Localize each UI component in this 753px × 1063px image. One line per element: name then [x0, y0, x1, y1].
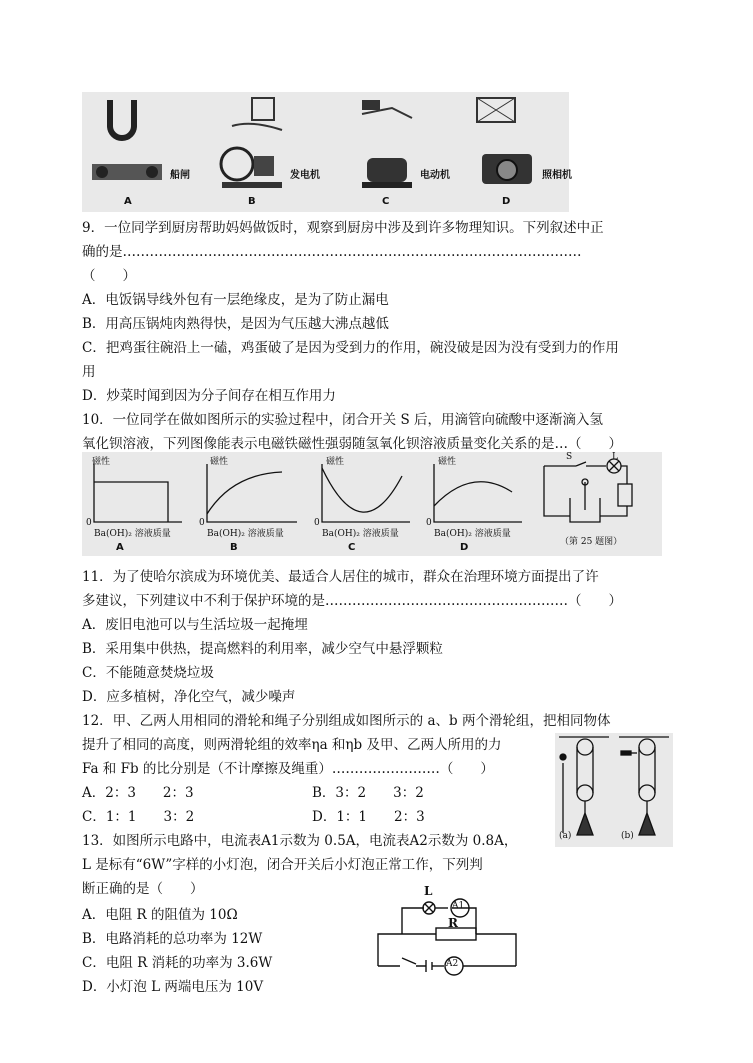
q12-option-d: D．1：1 2：3 — [312, 809, 425, 825]
q10-stem-2: 氧化钡溶液，下列图像能表示电磁铁磁性强弱随氢氧化钡溶液质量变化关系的是…（ ） — [82, 436, 622, 452]
q13-circuit-a2: A2 — [446, 959, 459, 969]
q9-stem-3: （ ） — [82, 268, 136, 284]
q10-graph-c-origin: 0 — [314, 518, 320, 528]
q10-graph-a-xlabel: Ba(OH)₂ 溶液质量 — [94, 529, 171, 539]
q10-graph-d — [434, 464, 522, 522]
q10-circuit-switch: S — [566, 452, 573, 462]
q10-graph-b — [207, 464, 297, 522]
q11-stem-1: 11．为了使哈尔滨成为环境优美、最适合人居住的城市，群众在治理环境方面提出了许 — [82, 569, 599, 585]
q10-circuit-caption: （第 25 题图） — [560, 537, 623, 547]
q13-circuit-lamp: L — [424, 884, 433, 898]
q8-label-b: 发电机 — [290, 170, 320, 181]
q13-circuit-resistor: R — [448, 916, 458, 930]
q10-graph-a-origin: 0 — [86, 518, 92, 528]
q13-stem-1: 13．如图所示电路中，电流表A1示数为 0.5A，电流表A2示数为 0.8A， — [82, 833, 518, 849]
q12-pulley-figure — [555, 733, 673, 847]
q10-graph-d-origin: 0 — [426, 518, 432, 528]
q10-circuit — [544, 459, 632, 522]
q10-graph-b-origin: 0 — [199, 518, 205, 528]
q11-stem-2: 多建议，下列建议中不利于保护环境的是………………………………………………（ ） — [82, 593, 622, 609]
q11-option-a: A．废旧电池可以与生活垃圾一起掩埋 — [82, 617, 308, 633]
q13-stem-3: 断正确的是（ ） — [82, 881, 204, 897]
q13-option-c: C．电阻 R 消耗的功率为 3.6W — [82, 955, 273, 971]
q12-stem-3: Fa 和 Fb 的比分别是（不计摩擦及绳重）……………………（ ） — [82, 761, 494, 777]
q11-option-b: B．采用集中供热，提高燃料的利用率，减少空气中悬浮颗粒 — [82, 641, 443, 657]
q12-fig-label-a: (a) — [559, 831, 572, 841]
q10-graph-a — [94, 464, 182, 522]
q8-letter-c: C — [382, 196, 390, 207]
q10-graph-b-xlabel: Ba(OH)₂ 溶液质量 — [207, 529, 284, 539]
q11-option-d: D．应多植树，净化空气，减少噪声 — [82, 689, 296, 705]
q8-label-c: 电动机 — [420, 170, 450, 181]
q9-option-a: A．电饭锅导线外包有一层绝缘皮，是为了防止漏电 — [82, 292, 389, 308]
q10-letter-c: C — [348, 542, 356, 553]
q12-option-a: A．2：3 2：3 — [82, 785, 194, 801]
q9-option-b: B．用高压锅炖肉熟得快，是因为气压越大沸点越低 — [82, 316, 389, 332]
q9-option-c: C．把鸡蛋往碗沿上一磕，鸡蛋破了是因为受到力的作用，碗没破是因为没有受到力的作用 — [82, 340, 619, 356]
q11-option-c: C．不能随意焚烧垃圾 — [82, 665, 214, 681]
q12-stem-1: 12．甲、乙两人用相同的滑轮和绳子分别组成如图所示的 a、b 两个滑轮组，把相同物体 — [82, 713, 611, 729]
q9-stem-1: 9．一位同学到厨房帮助妈妈做饭时，观察到厨房中涉及到许多物理知识。下列叙述中正 — [82, 220, 604, 236]
q10-graph-c-ylabel: 磁性 — [326, 457, 345, 467]
q10-graph-b-ylabel: 磁性 — [210, 457, 229, 467]
q8-label-a: 船闸 — [170, 170, 190, 181]
q9-option-d: D．炒菜时闻到因为分子间存在相互作用力 — [82, 388, 336, 404]
q8-letter-a: A — [124, 196, 132, 207]
q12-fig-label-b: (b) — [621, 831, 634, 841]
q10-graph-c — [322, 464, 410, 522]
q10-letter-b: B — [230, 542, 238, 553]
q9-stem-2: 确的是………………………………………………………………………………………… — [82, 244, 582, 260]
q8-figure — [82, 92, 572, 212]
q10-graph-a-ylabel: 磁性 — [92, 457, 111, 467]
q13-stem-2: L 是标有“6W”字样的小灯泡，闭合开关后小灯泡正常工作，下列判 — [82, 857, 483, 873]
q12-stem-2: 提升了相同的高度，则两滑轮组的效率ηa 和ηb 及甲、乙两人所用的力 — [82, 737, 502, 753]
q10-graph-d-xlabel: Ba(OH)₂ 溶液质量 — [434, 529, 511, 539]
q9-option-c-cont: 用 — [82, 364, 96, 380]
q12-option-c: C．1：1 3：2 — [82, 809, 195, 825]
q10-letter-d: D — [460, 542, 469, 553]
q10-letter-a: A — [116, 542, 124, 553]
q8-letter-d: D — [502, 196, 511, 207]
q13-option-b: B．电路消耗的总功率为 12W — [82, 931, 263, 947]
q13-circuit-a1: A1 — [452, 901, 465, 911]
q12-option-b: B．3：2 3：2 — [312, 785, 424, 801]
q13-circuit — [372, 884, 522, 980]
q8-letter-b: B — [248, 196, 256, 207]
q10-graph-d-ylabel: 磁性 — [438, 457, 457, 467]
q8-label-d: 照相机 — [542, 170, 572, 181]
q10-circuit-lamp: L — [612, 452, 618, 462]
q10-figure — [82, 452, 662, 556]
q10-graph-c-xlabel: Ba(OH)₂ 溶液质量 — [322, 529, 399, 539]
q10-stem-1: 10．一位同学在做如图所示的实验过程中，闭合开关 S 后，用滴管向硫酸中逐渐滴入氢 — [82, 412, 604, 428]
q13-option-a: A．电阻 R 的阻值为 10Ω — [82, 907, 238, 923]
q13-option-d: D．小灯泡 L 两端电压为 10V — [82, 979, 264, 995]
